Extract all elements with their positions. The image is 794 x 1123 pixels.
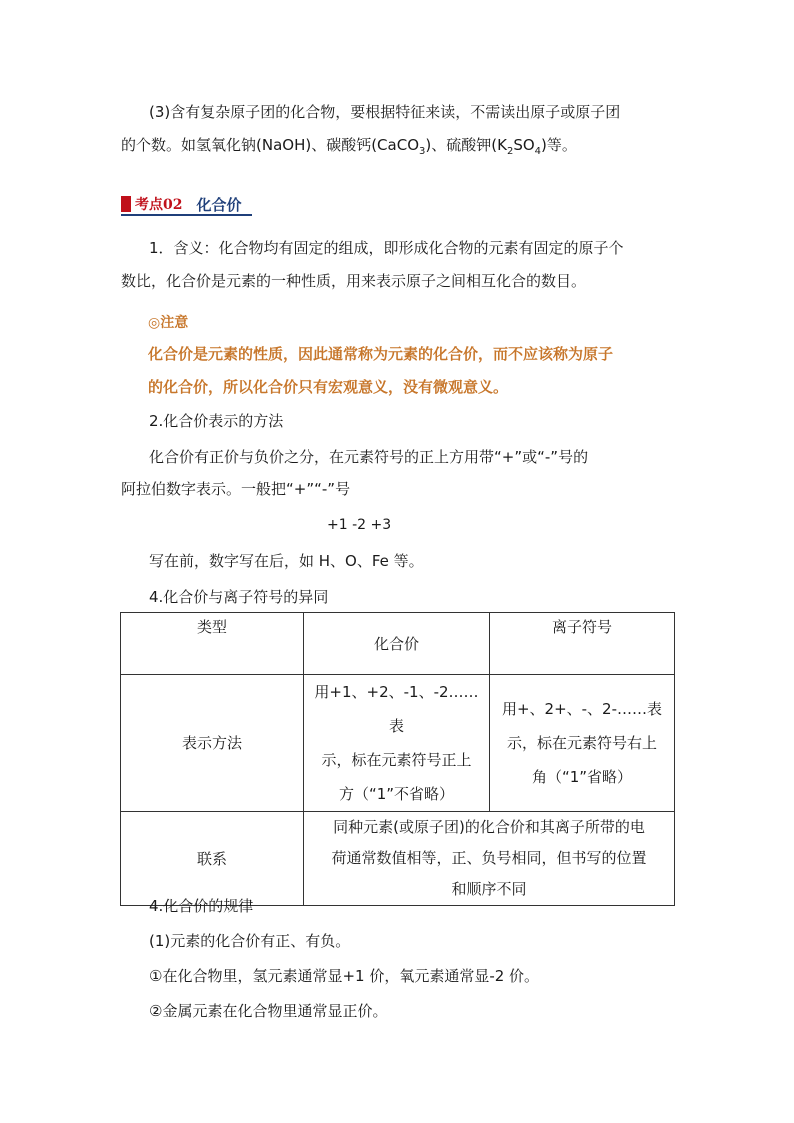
valence-method-cell — [304, 675, 490, 812]
row-label-relation: 联系 — [121, 812, 304, 906]
note-line-2: 的化合价，所以化合价只有宏观意义，没有微观意义。 — [148, 378, 509, 396]
table-row-method — [121, 675, 675, 812]
header-valence: 化合价 — [304, 613, 490, 675]
cell-line: 示，标在元素符号右上 — [506, 734, 657, 752]
rules-item-2: ①在化合物里，氢元素通常显+1 价，氧元素通常显-2 价。 — [149, 967, 540, 985]
cell-line: 方（“1”不省略） — [338, 785, 455, 803]
row-label-method: 表示方法 — [121, 675, 304, 812]
relation-cell — [304, 812, 675, 906]
method-title: 2.化合价表示的方法 — [149, 412, 284, 430]
heading-marker — [121, 196, 131, 212]
cell-line: 同种元素(或原子团)的化合价和其离子所带的电 — [333, 818, 645, 836]
definition-line-1: 1．含义：化合物均有固定的组成，即形成化合物的元素有固定的原子个 — [149, 239, 624, 257]
cell-line: 用+1、+2、-1、-2……表 — [314, 683, 479, 735]
method-line-2: 阿拉伯数字表示。一般把“+”“-”号 — [121, 480, 351, 498]
rules-title: 4.化合价的规律 — [149, 897, 254, 915]
cell-line: 角（“1”省略） — [531, 768, 633, 786]
table-header-row — [121, 613, 675, 675]
cell-line: 荷通常数值相等，正、负号相同，但书写的位置 — [331, 849, 647, 867]
heading-label: 考点02 — [135, 197, 183, 213]
note-line-1: 化合价是元素的性质，因此通常称为元素的化合价，而不应该称为原子 — [148, 345, 614, 363]
heading-underline — [121, 214, 252, 216]
definition-line-2: 数比，化合价是元素的一种性质，用来表示原子之间相互化合的数目。 — [121, 272, 587, 290]
intro-text-c: SO — [513, 136, 535, 154]
cell-line: 用+、2+、-、2-……表 — [501, 700, 663, 718]
intro-text-b: )、硫酸钾(K — [425, 136, 507, 154]
rules-item-3: ②金属元素在化合物里通常显正价。 — [149, 1002, 388, 1020]
note-title: ◎注意 — [148, 315, 189, 331]
compare-title: 4.化合价与离子符号的异同 — [149, 588, 329, 606]
table-row-relation — [121, 812, 675, 906]
method-values: +1 -2 +3 — [327, 517, 392, 533]
ion-method-cell — [490, 675, 675, 812]
comparison-table — [120, 612, 675, 906]
section-heading — [121, 194, 242, 214]
header-ion: 离子符号 — [490, 613, 675, 675]
intro-text-d: )等。 — [541, 136, 577, 154]
intro-text-a: 的个数。如氢氧化钠(NaOH)、碳酸钙(CaCO — [121, 136, 420, 154]
rules-item-1: (1)元素的化合价有正、有负。 — [149, 932, 351, 950]
subscript: 2 — [506, 146, 514, 157]
method-line-1: 化合价有正价与负价之分，在元素符号的正上方用带“+”或“-”号的 — [149, 448, 589, 466]
cell-line: 和顺序不同 — [451, 880, 527, 898]
intro-line-2 — [121, 134, 577, 159]
subscript: 4 — [534, 146, 542, 157]
header-type: 类型 — [121, 613, 304, 675]
method-line-3: 写在前，数字写在后，如 H、O、Fe 等。 — [149, 552, 424, 570]
intro-line-1: (3)含有复杂原子团的化合物，要根据特征来读，不需读出原子或原子团 — [149, 103, 621, 121]
subscript: 3 — [419, 146, 426, 157]
cell-line: 示，标在元素符号正上 — [321, 751, 472, 769]
heading-title: 化合价 — [196, 195, 242, 214]
